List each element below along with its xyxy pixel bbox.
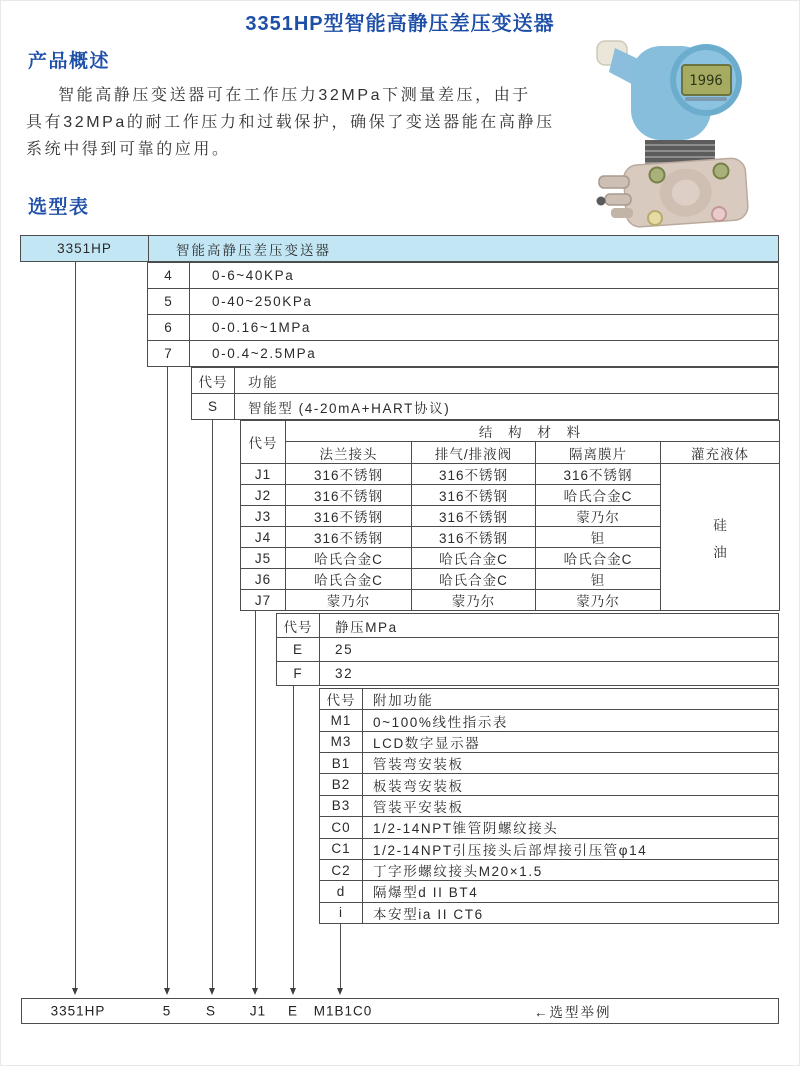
materials-row bbox=[241, 464, 780, 485]
materials-group-header-row bbox=[241, 421, 780, 442]
flange-material: 哈氏合金C bbox=[286, 569, 412, 590]
model-code: 3351HP bbox=[21, 236, 149, 261]
bolt bbox=[650, 168, 665, 183]
static-pressure-header-row bbox=[277, 614, 778, 638]
col-header-vent: 排气/排液阀 bbox=[412, 442, 536, 464]
vent-material: 蒙乃尔 bbox=[412, 590, 536, 611]
additional-row bbox=[320, 732, 778, 753]
diaphragm-material: 316不锈钢 bbox=[536, 464, 661, 485]
materials-section bbox=[240, 420, 780, 611]
flange-material: 316不锈钢 bbox=[286, 485, 412, 506]
range-value: 0-0.16~1MPa bbox=[212, 320, 312, 335]
code-header: 代号 bbox=[241, 421, 286, 464]
additional-label: 丁字形螺纹接头M20×1.5 bbox=[373, 864, 543, 880]
additional-label: 1/2-14NPT引压接头后部焊接引压管φ14 bbox=[373, 842, 648, 858]
additional-label: LCD数字显示器 bbox=[373, 735, 481, 751]
static-pressure-header: 静压MPa bbox=[335, 619, 398, 635]
static-pressure-code: E bbox=[277, 638, 320, 661]
example-function-code: S bbox=[205, 1003, 217, 1019]
lcd-reading: 1996 bbox=[689, 73, 723, 89]
additional-functions-section bbox=[319, 688, 779, 924]
materials-column-header-row bbox=[241, 442, 780, 464]
additional-header: 附加功能 bbox=[373, 693, 434, 709]
model-description: 智能高静压差压变送器 bbox=[176, 242, 331, 258]
materials-code: J1 bbox=[241, 464, 286, 485]
fill-liquid-char: 硅 bbox=[713, 517, 727, 533]
range-value: 0-40~250KPa bbox=[212, 294, 313, 309]
range-code: 7 bbox=[148, 341, 190, 366]
function-label: 智能型 (4-20mA+HART协议) bbox=[248, 400, 451, 416]
static-pressure-row bbox=[277, 638, 778, 662]
col-header-flange: 法兰接头 bbox=[286, 442, 412, 464]
range-section bbox=[147, 262, 779, 367]
additional-code: d bbox=[320, 881, 363, 901]
flange-material: 蒙乃尔 bbox=[286, 590, 412, 611]
additional-code: B3 bbox=[320, 796, 363, 816]
additional-label: 1/2-14NPT锥管阴螺纹接头 bbox=[373, 821, 559, 837]
static-pressure-section bbox=[276, 613, 779, 686]
overview-line: 系统中得到可靠的应用。 bbox=[26, 141, 231, 158]
ordering-example-row bbox=[21, 998, 779, 1024]
bolt bbox=[714, 164, 729, 179]
overview-line: 智能高静压变送器可在工作压力32MPa下测量差压，由于 bbox=[58, 87, 531, 104]
connector-line-range bbox=[167, 367, 168, 988]
diaphragm-material: 钽 bbox=[536, 527, 661, 548]
vent-valve bbox=[611, 208, 633, 218]
diaphragm-material: 蒙乃尔 bbox=[536, 506, 661, 527]
page-title: 3351HP型智能高静压差压变送器 bbox=[245, 13, 555, 35]
example-model: 3351HP bbox=[50, 1003, 106, 1019]
example-range-code: 5 bbox=[162, 1003, 172, 1019]
function-header: 功能 bbox=[248, 374, 279, 390]
product-photo bbox=[585, 28, 780, 228]
connector-line-static-pressure bbox=[293, 686, 294, 988]
diaphragm-material: 钽 bbox=[536, 569, 661, 590]
range-code: 4 bbox=[148, 263, 190, 288]
additional-code: M3 bbox=[320, 732, 363, 752]
down-arrow-icon bbox=[337, 988, 343, 995]
vent-material: 316不锈钢 bbox=[412, 527, 536, 548]
additional-row bbox=[320, 710, 778, 731]
diaphragm-material: 哈氏合金C bbox=[536, 485, 661, 506]
range-row bbox=[148, 289, 778, 315]
overview-paragraph bbox=[26, 82, 571, 163]
function-row bbox=[192, 394, 778, 419]
fin-line bbox=[645, 150, 715, 152]
additional-label: 管装平安装板 bbox=[373, 799, 464, 815]
additional-label: 本安型ia II CT6 bbox=[373, 906, 484, 922]
function-header-row bbox=[192, 368, 778, 394]
fill-liquid-char: 油 bbox=[713, 544, 727, 560]
flange-material: 316不锈钢 bbox=[286, 527, 412, 548]
range-code: 6 bbox=[148, 315, 190, 340]
transmitter-photo-illustration bbox=[585, 28, 780, 228]
vent-material: 316不锈钢 bbox=[412, 506, 536, 527]
down-arrow-icon bbox=[290, 988, 296, 995]
down-arrow-icon bbox=[164, 988, 170, 995]
additional-code: C0 bbox=[320, 817, 363, 837]
static-pressure-value: 25 bbox=[335, 642, 354, 657]
connector-line-function bbox=[212, 420, 213, 988]
overview-heading: 产品概述 bbox=[28, 51, 111, 72]
model-header-row bbox=[20, 235, 779, 262]
example-note: ←选型举例 bbox=[534, 1005, 612, 1020]
additional-label: 管装弯安装板 bbox=[373, 757, 464, 773]
bolt bbox=[712, 207, 726, 221]
materials-code: J2 bbox=[241, 485, 286, 506]
additional-label: 0~100%线性指示表 bbox=[373, 714, 509, 730]
down-arrow-icon bbox=[72, 988, 78, 995]
function-section bbox=[191, 367, 779, 420]
vent-material: 哈氏合金C bbox=[412, 569, 536, 590]
col-header-fill: 灌充液体 bbox=[661, 442, 780, 464]
fin-line bbox=[645, 144, 715, 146]
static-pressure-value: 32 bbox=[335, 666, 354, 681]
connector-line-materials bbox=[255, 611, 256, 988]
vent-material: 316不锈钢 bbox=[412, 485, 536, 506]
materials-code: J6 bbox=[241, 569, 286, 590]
function-code: S bbox=[192, 394, 235, 419]
code-header: 代号 bbox=[277, 614, 320, 637]
range-value: 0-6~40KPa bbox=[212, 268, 295, 283]
additional-code: i bbox=[320, 903, 363, 923]
display-trim bbox=[685, 97, 727, 101]
code-header: 代号 bbox=[192, 368, 235, 393]
additional-row bbox=[320, 881, 778, 902]
range-value: 0-0.4~2.5MPa bbox=[212, 346, 317, 361]
example-additional-code: M1B1C0 bbox=[313, 1003, 373, 1019]
bolt bbox=[648, 211, 662, 225]
additional-code: M1 bbox=[320, 710, 363, 730]
additional-code: C2 bbox=[320, 860, 363, 880]
vent-material: 哈氏合金C bbox=[412, 548, 536, 569]
additional-row bbox=[320, 817, 778, 838]
vent-valve bbox=[605, 194, 631, 205]
range-row bbox=[148, 341, 778, 366]
down-arrow-icon bbox=[252, 988, 258, 995]
down-arrow-icon bbox=[209, 988, 215, 995]
additional-row bbox=[320, 839, 778, 860]
additional-code: B1 bbox=[320, 753, 363, 773]
flange-material: 哈氏合金C bbox=[286, 548, 412, 569]
selection-table-heading: 选型表 bbox=[28, 197, 90, 218]
additional-label: 板装弯安装板 bbox=[373, 778, 464, 794]
flange-material: 316不锈钢 bbox=[286, 464, 412, 485]
connector-line-additional bbox=[340, 924, 341, 988]
additional-row bbox=[320, 860, 778, 881]
additional-row bbox=[320, 903, 778, 923]
static-pressure-row bbox=[277, 662, 778, 685]
materials-code: J5 bbox=[241, 548, 286, 569]
range-row bbox=[148, 315, 778, 341]
additional-code: B2 bbox=[320, 774, 363, 794]
col-header-diaphragm: 隔离膜片 bbox=[536, 442, 661, 464]
drain-plug bbox=[597, 197, 606, 206]
static-pressure-code: F bbox=[277, 662, 320, 685]
fill-liquid-cell bbox=[661, 464, 780, 611]
diaphragm-material: 蒙乃尔 bbox=[536, 590, 661, 611]
flange-body bbox=[623, 157, 749, 227]
additional-row bbox=[320, 753, 778, 774]
range-code: 5 bbox=[148, 289, 190, 314]
vent-valve bbox=[599, 176, 629, 188]
materials-code: J7 bbox=[241, 590, 286, 611]
connector-line-model bbox=[75, 262, 76, 988]
materials-group-header: 结 构 材 料 bbox=[286, 421, 780, 442]
flange-material: 316不锈钢 bbox=[286, 506, 412, 527]
code-header: 代号 bbox=[320, 689, 363, 709]
materials-code: J4 bbox=[241, 527, 286, 548]
overview-line: 具有32MPa的耐工作压力和过载保护，确保了变送器能在高静压 bbox=[26, 114, 555, 131]
materials-code: J3 bbox=[241, 506, 286, 527]
example-static-pressure-code: E bbox=[287, 1003, 299, 1019]
fin-line bbox=[645, 156, 715, 158]
additional-row bbox=[320, 796, 778, 817]
additional-row bbox=[320, 774, 778, 795]
vent-material: 316不锈钢 bbox=[412, 464, 536, 485]
additional-label: 隔爆型d II BT4 bbox=[373, 885, 479, 901]
range-row bbox=[148, 263, 778, 289]
additional-code: C1 bbox=[320, 839, 363, 859]
example-materials-code: J1 bbox=[249, 1003, 267, 1019]
diaphragm-material: 哈氏合金C bbox=[536, 548, 661, 569]
additional-header-row bbox=[320, 689, 778, 710]
